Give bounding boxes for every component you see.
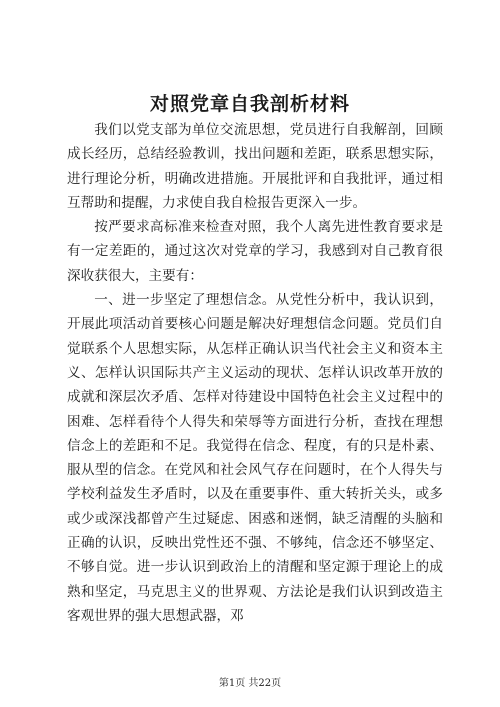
page-number: 第1页 共22页	[218, 678, 282, 689]
page-footer	[0, 677, 500, 691]
paragraph-intro: 我们以党支部为单位交流思想，党员进行自我解剖，回顾成长经历，总结经验教训，找出问题和差距，联系思想实际，进行理论分析，明确改进措施。开展批评和自我批评，通过相互帮助和提醒，力求使自我自检报告更深入一步。	[67, 122, 443, 211]
document-body	[67, 118, 443, 628]
paragraph-ideals: 一、进一步坚定了理想信念。从党性分析中，我认识到，开展此项活动首要核心问题是解决好理想信念问题。党员们自觉联系个人思想实际，从怎样正确认识当代社会主义和资本主义、怎样认识国际共产主义运动的现状、怎样认识改革开放的成就和深层次矛盾、怎样对待建设中国特色社会主义过程中的困难、怎样看待个人得失和荣辱等方面进行分析，查找在理想信念上的差距和不足。我觉得在信念、程度，有的只是朴素、服从型的信念。在党风和社会风气存在问题时，在个人得失与学校利益发生矛盾时，以及在重要事件、重大转折关头，或多或少或深浅都曾产生过疑虑、困惑和迷惘，缺乏清醒的头脑和正确的认识，反映出党性还不强、不够纯，信念还不够坚定、不够自觉。进一步认识到政治上的清醒和坚定源于理论上的成熟和坚定，马克思主义的世界观、方法论是我们认识到改造主客观世界的强大思想武器，邓	[67, 292, 443, 624]
paragraph-self-check: 按严要求高标准来检查对照，我个人离先进性教育要求是有一定差距的，通过这次对党章的学习，我感到对自己教育很深收获很大，主要有：	[67, 219, 443, 284]
document-title: 对照党章自我剖析材料	[149, 93, 350, 115]
